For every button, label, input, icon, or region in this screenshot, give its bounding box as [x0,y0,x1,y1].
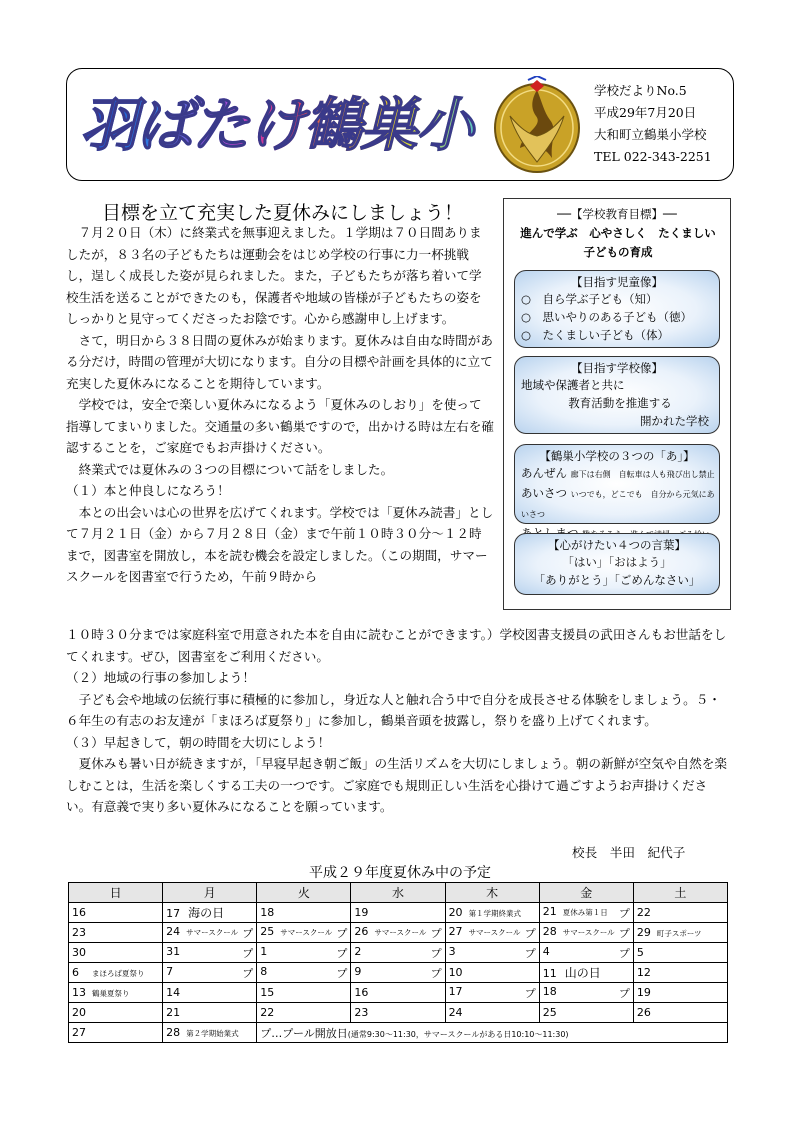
schedule-body [69,903,728,1043]
day-number: 24 [448,1006,463,1019]
calendar-day [351,923,445,943]
pool-open-marker: プ [618,926,630,940]
ideal-school-line: 開かれた学校 [640,414,709,428]
weekday-header: 木 [445,883,539,903]
day-event: 第２学期始業式 [186,1029,239,1038]
day-number: 12 [636,966,651,979]
day-number: 15 [260,986,275,999]
day-number: 21 [542,904,557,918]
four-words-line: 「ありがとう」「ごめんなさい」 [533,573,701,587]
calendar-day [539,903,633,923]
day-number: 27 [448,924,463,938]
day-event: 夏休み第１日 [562,907,608,917]
ideal-school-line: 地域や保護者と共に [521,378,625,392]
weekday-header: 火 [257,883,351,903]
article-wide-column [66,624,732,818]
day-event: サマースクール [186,927,239,937]
calendar-day [257,943,351,963]
article-headline: 目標を立て充実した夏休みにしましょう！ [102,202,464,224]
calendar-day [69,1023,163,1043]
school-phone: TEL 022-343-2251 [594,149,712,164]
calendar-day [163,1003,257,1023]
pool-note [257,1023,728,1043]
day-number: 2 [354,944,362,958]
day-number: 22 [636,906,651,919]
calendar-day [445,923,539,943]
day-number: 29 [636,926,651,939]
calendar-day [633,963,727,983]
paragraph-6: 子ども会や地域の伝統行事に積極的に参加し，身近な人と触れ合う中で自分を成長させる体験をしましょう。５・６年生の有志のお友達が「まほろば夏祭り」に参加し，鶴巣音頭を披露し，祭りを盛り上げてくれます。 [66,691,721,728]
summer-schedule-table [68,882,728,1043]
day-event: 第１学期終業式 [468,909,522,918]
pool-open-marker: プ [430,966,442,980]
three-a-item [515,464,719,484]
ideal-school-title: 【目指す学校像】 [571,361,663,375]
calendar-day [257,963,351,983]
day-number: 10 [448,966,463,979]
four-words-box [514,533,720,595]
calendar-day [539,983,633,1003]
schedule-week-row [69,923,728,943]
calendar-day [69,1003,163,1023]
principal-signature: 校長 半田 紀代子 [572,845,686,860]
pool-open-marker: プ [618,986,630,1000]
day-number: 8 [260,964,268,978]
school-motto [508,224,728,262]
paragraph-7: 夏休みも暑い日が続きますが，「早寝早起き朝ご飯」の生活リズムを大切にしましょう。朝の新鮮が空気や自然を楽しむことは，生活を楽しくする工夫の一つです。ご家庭でも規則正しい生活を心掛けて過ごすようお声掛けください。有意義で実り多い夏休みになることを願っています。 [66,756,727,814]
schedule-week-row [69,983,728,1003]
calendar-day [445,903,539,923]
school-crest-icon [492,76,582,174]
ideal-student-item: ○ たくましい子ども（体） [521,328,670,342]
holiday-name: 海の日 [188,906,225,920]
calendar-day [163,983,257,1003]
day-number: 7 [166,964,174,978]
day-number: 9 [354,964,362,978]
calendar-day [257,903,351,923]
day-number: 28 [166,1026,181,1039]
pool-open-marker: プ [242,966,254,980]
calendar-day [257,1003,351,1023]
weekday-header: 月 [163,883,257,903]
day-number: 16 [72,906,86,919]
schedule-week-row [69,943,728,963]
calendar-day [69,983,163,1003]
schedule-header-row [69,883,728,903]
calendar-day [445,963,539,983]
calendar-day [539,943,633,963]
calendar-day [257,983,351,1003]
three-a-item [515,484,719,524]
pool-open-marker: プ [242,946,254,960]
day-number: 23 [354,1006,369,1019]
pool-open-marker: プ [336,966,348,980]
pool-note-main: プ…プール開放日 [260,1026,348,1040]
calendar-day [445,1003,539,1023]
goal-heading-3: （３）早起きして，朝の時間を大切にしよう！ [66,734,331,750]
paragraph-3: 学校では，安全で楽しい夏休みになるよう「夏休みのしおり」を使って指導してまいりました。交通量の多い鶴巣ですので，出かける時は左右を確認することを，ご家庭でもお声掛けください。 [66,397,494,455]
calendar-day [69,923,163,943]
day-number: 13 [72,986,86,999]
day-number: 31 [166,944,181,958]
calendar-day [351,903,445,923]
day-number: 20 [72,1006,86,1019]
pool-open-marker: プ [524,926,536,940]
calendar-day [539,923,633,943]
day-event: サマースクール [280,927,333,937]
calendar-day [163,1023,257,1043]
day-event: 町子スポーツ [656,929,702,938]
three-a-note: いつでも，どこでも 自分から元気にあいさつ [521,490,715,519]
day-number: 21 [166,1006,181,1019]
pool-note-hours: (通常9:30～11:30，サマースクールがある日10:10～11:30) [347,1029,569,1039]
ideal-student-box [514,270,720,348]
pool-open-marker: プ [524,946,536,960]
calendar-day [633,943,727,963]
pool-open-marker: プ [430,946,442,960]
calendar-day [351,943,445,963]
calendar-day [257,923,351,943]
newsletter-title: 羽ばたけ鶴巣小 [80,80,480,170]
pool-open-marker: プ [336,926,348,940]
day-event: サマースクール [468,927,521,937]
day-event: 鶴巣夏祭り [92,989,130,998]
school-name: 大和町立鶴巣小学校 [594,127,707,142]
day-number: 26 [636,1006,651,1019]
day-number: 24 [166,924,181,938]
pool-open-marker: プ [336,946,348,960]
day-number: 19 [354,906,369,919]
calendar-day [539,963,633,983]
four-words-line: 「はい」「おはよう」 [562,555,672,569]
day-number: 4 [542,944,550,958]
calendar-day [539,1003,633,1023]
schedule-week-row [69,963,728,983]
motto-line-2: 子どもの育成 [583,245,653,259]
ideal-school-box [514,356,720,434]
day-number: 30 [72,946,86,959]
day-number: 26 [354,924,369,938]
pool-open-marker: プ [618,946,630,960]
day-event: サマースクール [374,927,427,937]
day-number: 19 [636,986,651,999]
ideal-school-line: 教育活動を推進する [568,396,672,410]
ideal-student-item: ○ 自ら学ぶ子ども（知） [521,292,658,306]
motto-line-1: 進んで学ぶ 心やさしく たくましい [520,226,716,240]
calendar-day [69,963,163,983]
pool-open-marker: プ [618,906,630,920]
calendar-day [69,943,163,963]
sidebar-title: ──【学校教育目標】── [557,207,677,221]
day-event: サマースクール [562,927,615,937]
day-number: 28 [542,924,557,938]
weekday-header: 水 [351,883,445,903]
schedule-week-row [69,903,728,923]
day-number: 6 [72,966,79,979]
paragraph-5a: 本との出会いは心の世界を広げてくれます。学校では「夏休み読書」として７月２１日（金）から７月２８日（金）まで午前１０時３０分～１２時まで，図書室を開放し，本を読む機会を設定しました。（この期間，サマースクールを図書室で行うため，午前９時から [66,504,494,584]
calendar-day [163,903,257,923]
three-a-word: あいさつ [521,486,567,500]
calendar-day [163,923,257,943]
calendar-day [633,983,727,1003]
schedule-week-row [69,1003,728,1023]
day-number: 27 [72,1026,86,1039]
newsletter-number: 学校だよりNo.5 [594,83,687,98]
calendar-day [445,943,539,963]
pool-open-marker: プ [524,986,536,1000]
day-number: 20 [448,906,463,919]
day-number: 18 [542,984,557,998]
three-a-word: あんぜん [521,466,567,480]
calendar-day [633,903,727,923]
day-number: 18 [260,906,275,919]
three-a-box [514,444,720,524]
four-words-title: 【心がけたい４つの言葉】 [548,538,686,552]
calendar-day [351,1003,445,1023]
weekday-header: 土 [633,883,727,903]
day-number: 23 [72,926,86,939]
day-number: 1 [260,944,268,958]
schedule-last-row [69,1023,728,1043]
day-number: 3 [448,944,456,958]
day-number: 22 [260,1006,275,1019]
calendar-day [633,923,727,943]
day-number: 14 [166,986,181,999]
issue-date: 平成29年7月20日 [594,105,697,120]
paragraph-2: さて，明日から３８日間の夏休みが始まります。夏休みは自由な時間がある分だけ，時間の管理が大切になります。自分の目標や計画を具体的に立て充実した夏休みになることを期待しています。 [66,332,493,391]
three-a-title: 【鶴巣小学校の３つの「あ」】 [539,449,695,463]
schedule-title: 平成２９年度夏休み中の予定 [309,865,491,881]
day-number: 5 [636,946,644,959]
ideal-student-item: ○ 思いやりのある子ども（徳） [521,310,693,324]
calendar-day [445,983,539,1003]
holiday-name: 山の日 [564,966,601,980]
day-number: 11 [542,967,557,980]
three-a-note: 廊下は右側 自転車は人も飛び出し禁止 [570,470,715,479]
goal-heading-2: （２）地域の行事の参加しよう！ [66,670,255,685]
day-number: 17 [166,907,181,920]
calendar-day [69,903,163,923]
goal-heading-1: （１）本と仲良しになろう！ [66,483,230,498]
article-narrow-column [66,222,494,588]
calendar-day [351,983,445,1003]
weekday-header: 金 [539,883,633,903]
day-event: まほろば夏祭り [92,969,145,978]
paragraph-4: 終業式では夏休みの３つの目標について話をしました。 [78,461,394,477]
calendar-day [163,943,257,963]
day-number: 16 [354,986,369,999]
day-number: 17 [448,984,463,998]
calendar-day [633,1003,727,1023]
day-number: 25 [260,924,275,938]
day-number: 25 [542,1006,557,1019]
calendar-day [351,963,445,983]
paragraph-5b: １０時３０分までは家庭科室で用意された本を自由に読むことができます。）学校図書支援員の武田さんもお世話をしてくれます。ぜひ，図書室をご利用ください。 [66,627,727,664]
ideal-student-title: 【目指す児童像】 [571,275,663,289]
weekday-header: 日 [69,883,163,903]
pool-open-marker: プ [242,926,254,940]
pool-open-marker: プ [430,926,442,940]
paragraph-1: ７月２０日（木）に終業式を無事迎えました。１学期は７０日間ありましたが，８３名の子どもたちは運動会をはじめ学校の行事に力一杯挑戦し，逞しく成長した姿が見られました。また，子どもたちが落ち着いて学校生活を送ることができたのも，保護者や地域の皆様が子どもたちの姿をしっかりと見守ってくださったお陰です。心から感謝申し上げます。 [66,225,482,326]
calendar-day [163,963,257,983]
